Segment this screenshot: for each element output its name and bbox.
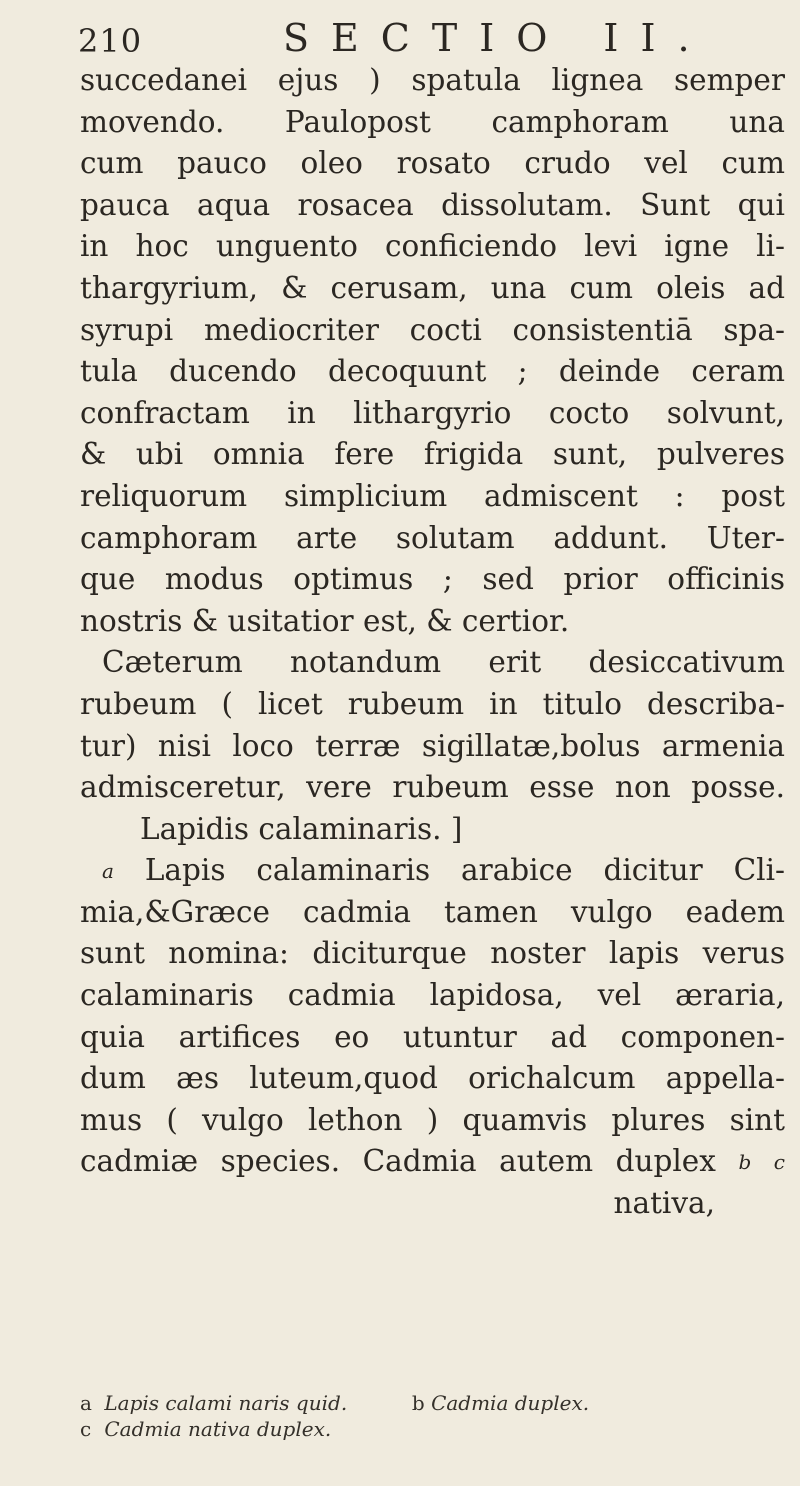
- text-line: Cæterum notandum erit desiccativum: [102, 645, 785, 680]
- footnote-letter-c: c: [80, 1417, 92, 1441]
- text-line: mus ( vulgo lethon ) quamvis plures sint: [80, 1102, 785, 1137]
- text-line-body: cadmiæ species. Cadmia autem duplex: [80, 1144, 716, 1179]
- text-block: [80, 60, 785, 1225]
- catchword: nativa,: [613, 1186, 715, 1221]
- footnote-letter-b: b: [411, 1391, 425, 1415]
- text-line: [80, 1141, 785, 1183]
- text-line: nostris & usitatior est, & certior.: [80, 603, 570, 638]
- text-line: admisceretur, vere rubeum esse non posse.: [80, 770, 785, 805]
- text-line: calaminaris cadmia lapidosa, vel æraria,: [80, 978, 785, 1013]
- footnote-letter-a: a: [80, 1391, 92, 1415]
- footnote-row: [80, 1416, 780, 1442]
- footnote-b: Cadmia duplex.: [431, 1391, 590, 1415]
- text-line: syrupi mediocriter cocti consistentiā spa-: [80, 312, 785, 347]
- text-line: [80, 850, 785, 892]
- running-head: SECTIO II.: [283, 16, 712, 60]
- text-line: sunt nomina: diciturque noster lapis verus: [80, 936, 785, 971]
- page-header: [78, 12, 778, 60]
- text-line: & ubi omnia fere frigida sunt, pulveres: [80, 437, 785, 472]
- text-line: camphoram arte solutam addunt. Uter-: [80, 520, 785, 555]
- text-line: quia artifices eo utuntur ad componen-: [80, 1019, 785, 1054]
- text-line: que modus optimus ; sed prior officinis: [80, 562, 785, 597]
- text-line: tula ducendo decoquunt ; deinde ceram: [80, 354, 785, 389]
- footnote-a: Lapis calami naris quid.: [104, 1391, 348, 1415]
- text-line-body: Lapis calaminaris arabice dicitur Cli-: [144, 853, 785, 888]
- footnote-c: Cadmia nativa duplex.: [104, 1417, 332, 1441]
- text-line: mia,&Græce cadmia tamen vulgo eadem: [80, 894, 785, 929]
- text-line: movendo. Paulopost camphoram una: [80, 104, 785, 139]
- text-line: in hoc unguento conficiendo levi igne li-: [80, 229, 785, 264]
- note-ref-a: a: [102, 859, 114, 884]
- section-lemma: Lapidis calaminaris. ]: [140, 811, 463, 846]
- text-line: succedanei ejus ) spatula lignea semper: [80, 63, 785, 97]
- text-line: tur) nisi loco terræ sigillatæ,bolus armenia: [80, 728, 785, 763]
- footnote-row: [80, 1390, 780, 1416]
- text-line: confractam in lithargyrio cocto solvunt,: [80, 395, 785, 430]
- text-line: dum æs luteum,quod orichalcum appella-: [80, 1061, 785, 1096]
- footnotes: [80, 1390, 780, 1442]
- text-line: pauca aqua rosacea dissolutam. Sunt qui: [80, 187, 785, 222]
- text-line: rubeum ( licet rubeum in titulo describa-: [80, 686, 785, 721]
- text-line: thargyrium, & cerusam, una cum oleis ad: [80, 270, 785, 305]
- text-line: reliquorum simplicium admiscent : post: [80, 478, 785, 513]
- page-number: 210: [78, 22, 143, 60]
- note-ref-c: c: [773, 1150, 785, 1175]
- note-ref-b: b: [738, 1150, 752, 1175]
- text-line: cum pauco oleo rosato crudo vel cum: [80, 146, 785, 181]
